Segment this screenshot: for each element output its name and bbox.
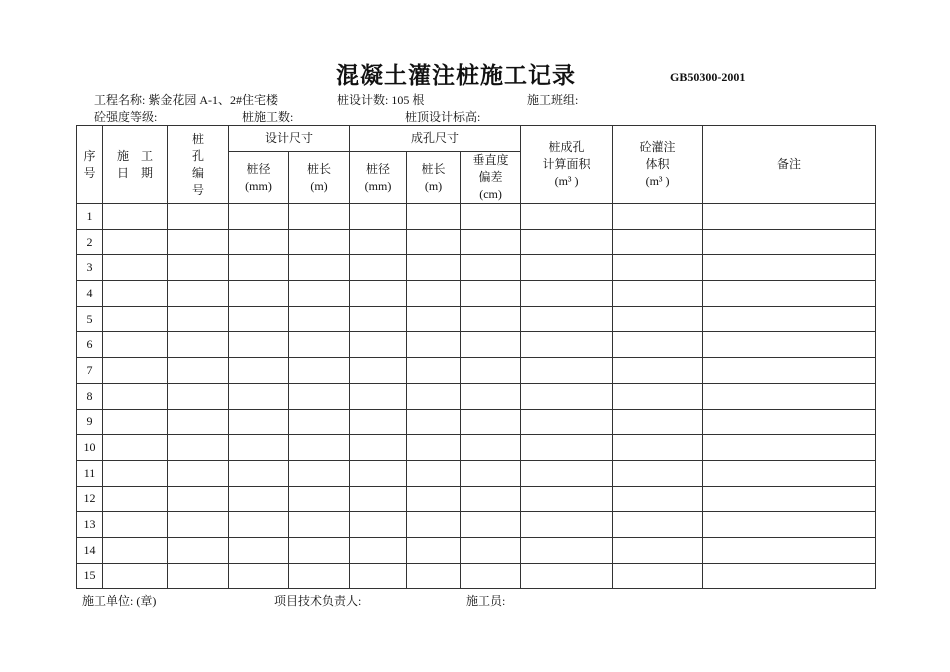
header-design-diameter: 桩径 (mm) xyxy=(229,152,289,204)
table-cell[interactable] xyxy=(168,512,229,538)
table-cell[interactable] xyxy=(703,486,876,512)
header-concrete-volume: 砼灌注 体积 (m³ ) xyxy=(613,126,703,204)
table-cell[interactable] xyxy=(613,409,703,435)
table-cell[interactable] xyxy=(521,229,613,255)
table-cell[interactable] xyxy=(168,537,229,563)
table-row xyxy=(77,306,876,332)
pile-design-count: 桩设计数: 105 根 xyxy=(337,93,425,107)
table-cell[interactable] xyxy=(229,512,289,538)
table-cell[interactable] xyxy=(521,435,613,461)
table-row xyxy=(77,358,876,384)
table-cell[interactable] xyxy=(229,255,289,281)
table-cell[interactable] xyxy=(289,229,350,255)
table-cell[interactable] xyxy=(461,435,521,461)
table-cell[interactable] xyxy=(703,409,876,435)
table-row xyxy=(77,281,876,307)
table-cell[interactable] xyxy=(229,229,289,255)
table-cell[interactable] xyxy=(613,281,703,307)
table-cell[interactable] xyxy=(407,204,461,230)
table-cell[interactable] xyxy=(289,281,350,307)
footer-worker: 施工员: xyxy=(466,594,506,608)
table-cell[interactable] xyxy=(103,204,168,230)
table-row xyxy=(77,563,876,589)
pile-record-table xyxy=(76,125,876,589)
table-cell[interactable] xyxy=(350,512,407,538)
table-cell[interactable] xyxy=(103,435,168,461)
table-cell[interactable] xyxy=(103,537,168,563)
header-verticality: 垂直度 偏差 (cm) xyxy=(461,152,521,204)
table-cell[interactable] xyxy=(103,255,168,281)
table-cell[interactable] xyxy=(229,332,289,358)
table-cell[interactable] xyxy=(289,383,350,409)
table-cell[interactable] xyxy=(289,486,350,512)
table-cell[interactable] xyxy=(613,229,703,255)
table-cell[interactable] xyxy=(521,460,613,486)
table-cell[interactable] xyxy=(407,255,461,281)
row-number: 13 xyxy=(77,512,103,538)
table-row xyxy=(77,255,876,281)
table-cell[interactable] xyxy=(407,383,461,409)
table-cell[interactable] xyxy=(703,306,876,332)
table-cell[interactable] xyxy=(168,204,229,230)
table-cell[interactable] xyxy=(521,358,613,384)
table-cell[interactable] xyxy=(103,306,168,332)
row-number: 2 xyxy=(77,229,103,255)
pile-construction-count: 桩施工数: xyxy=(242,110,294,124)
table-cell[interactable] xyxy=(407,409,461,435)
table-cell[interactable] xyxy=(350,435,407,461)
table-cell[interactable] xyxy=(407,563,461,589)
footer-unit: 施工单位: (章) xyxy=(82,594,157,608)
footer-tech-lead: 项目技术负责人: xyxy=(274,594,362,608)
row-number: 8 xyxy=(77,383,103,409)
document-title: 混凝土灌注桩施工记录 xyxy=(336,63,576,89)
table-cell[interactable] xyxy=(613,486,703,512)
table-cell[interactable] xyxy=(703,281,876,307)
table-cell[interactable] xyxy=(613,460,703,486)
table-row xyxy=(77,486,876,512)
table-cell[interactable] xyxy=(350,383,407,409)
table-cell[interactable] xyxy=(613,563,703,589)
header-hole-area: 桩成孔 计算面积 (m³ ) xyxy=(521,126,613,204)
table-cell[interactable] xyxy=(407,512,461,538)
table-cell[interactable] xyxy=(703,563,876,589)
table-cell[interactable] xyxy=(521,512,613,538)
table-cell[interactable] xyxy=(103,512,168,538)
table-cell[interactable] xyxy=(289,358,350,384)
table-row xyxy=(77,460,876,486)
construction-team: 施工班组: xyxy=(527,93,579,107)
table-cell[interactable] xyxy=(350,332,407,358)
table-cell[interactable] xyxy=(613,537,703,563)
table-cell[interactable] xyxy=(229,460,289,486)
table-cell[interactable] xyxy=(103,229,168,255)
table-cell[interactable] xyxy=(229,563,289,589)
table-cell[interactable] xyxy=(703,537,876,563)
table-cell[interactable] xyxy=(461,306,521,332)
table-cell[interactable] xyxy=(350,229,407,255)
table-cell[interactable] xyxy=(168,486,229,512)
table-cell[interactable] xyxy=(461,486,521,512)
table-cell[interactable] xyxy=(289,435,350,461)
header-date: 施 工 日 期 xyxy=(103,126,168,204)
table-cell[interactable] xyxy=(168,435,229,461)
table-cell[interactable] xyxy=(350,306,407,332)
table-row xyxy=(77,512,876,538)
header-design-size: 设计尺寸 xyxy=(229,126,350,152)
table-cell[interactable] xyxy=(350,409,407,435)
table-cell[interactable] xyxy=(103,563,168,589)
table-row xyxy=(77,435,876,461)
table-cell[interactable] xyxy=(703,204,876,230)
row-number: 7 xyxy=(77,358,103,384)
table-cell[interactable] xyxy=(289,204,350,230)
table-cell[interactable] xyxy=(168,563,229,589)
table-cell[interactable] xyxy=(350,563,407,589)
table-cell[interactable] xyxy=(103,460,168,486)
table-cell[interactable] xyxy=(521,306,613,332)
table-cell[interactable] xyxy=(461,383,521,409)
table-cell[interactable] xyxy=(521,332,613,358)
table-cell[interactable] xyxy=(461,460,521,486)
table-cell[interactable] xyxy=(521,204,613,230)
table-cell[interactable] xyxy=(521,383,613,409)
table-cell[interactable] xyxy=(350,486,407,512)
table-row xyxy=(77,383,876,409)
table-cell[interactable] xyxy=(407,306,461,332)
table-cell[interactable] xyxy=(350,460,407,486)
table-cell[interactable] xyxy=(613,332,703,358)
table-cell[interactable] xyxy=(103,383,168,409)
table-cell[interactable] xyxy=(168,409,229,435)
project-name: 工程名称: 紫金花园 A-1、2#住宅楼 xyxy=(94,93,278,107)
header-hole-diameter: 桩径 (mm) xyxy=(350,152,407,204)
table-body xyxy=(77,204,876,589)
table-cell[interactable] xyxy=(703,383,876,409)
table-cell[interactable] xyxy=(168,332,229,358)
table-cell[interactable] xyxy=(168,460,229,486)
standard-code: GB50300-2001 xyxy=(670,70,746,84)
table-cell[interactable] xyxy=(289,512,350,538)
table-cell[interactable] xyxy=(350,281,407,307)
table-cell[interactable] xyxy=(229,435,289,461)
table-cell[interactable] xyxy=(168,281,229,307)
table-cell[interactable] xyxy=(613,306,703,332)
row-number: 3 xyxy=(77,255,103,281)
row-number: 4 xyxy=(77,281,103,307)
row-number: 14 xyxy=(77,537,103,563)
table-row xyxy=(77,229,876,255)
table-cell[interactable] xyxy=(407,281,461,307)
table-cell[interactable] xyxy=(461,281,521,307)
table-cell[interactable] xyxy=(613,512,703,538)
table-cell[interactable] xyxy=(407,229,461,255)
table-cell[interactable] xyxy=(350,537,407,563)
table-cell[interactable] xyxy=(407,358,461,384)
table-cell[interactable] xyxy=(168,383,229,409)
header-pile-no: 桩 孔 编 号 xyxy=(168,126,229,204)
table-cell[interactable] xyxy=(407,460,461,486)
table-cell[interactable] xyxy=(521,409,613,435)
table-cell[interactable] xyxy=(461,563,521,589)
table-cell[interactable] xyxy=(703,332,876,358)
table-cell[interactable] xyxy=(103,281,168,307)
table-row xyxy=(77,332,876,358)
table-cell[interactable] xyxy=(703,460,876,486)
table-cell[interactable] xyxy=(613,435,703,461)
table-cell[interactable] xyxy=(103,358,168,384)
table-cell[interactable] xyxy=(521,255,613,281)
table-cell[interactable] xyxy=(461,204,521,230)
table-cell[interactable] xyxy=(521,537,613,563)
header-remarks: 备注 xyxy=(703,126,876,204)
table-cell[interactable] xyxy=(703,358,876,384)
table-cell[interactable] xyxy=(703,255,876,281)
table-cell[interactable] xyxy=(407,332,461,358)
table-cell[interactable] xyxy=(461,332,521,358)
row-number: 1 xyxy=(77,204,103,230)
row-number: 6 xyxy=(77,332,103,358)
table-cell[interactable] xyxy=(103,332,168,358)
table-cell[interactable] xyxy=(407,537,461,563)
row-number: 12 xyxy=(77,486,103,512)
table-cell[interactable] xyxy=(703,435,876,461)
table-cell[interactable] xyxy=(521,486,613,512)
table-cell[interactable] xyxy=(461,358,521,384)
header-design-length: 桩长 (m) xyxy=(289,152,350,204)
table-cell[interactable] xyxy=(613,255,703,281)
table-cell[interactable] xyxy=(703,229,876,255)
table-cell[interactable] xyxy=(407,435,461,461)
table-row xyxy=(77,537,876,563)
header-hole-length: 桩长 (m) xyxy=(407,152,461,204)
row-number: 10 xyxy=(77,435,103,461)
table-row xyxy=(77,409,876,435)
header-seq: 序 号 xyxy=(77,126,103,204)
table-cell[interactable] xyxy=(350,255,407,281)
table-cell[interactable] xyxy=(703,512,876,538)
table-cell[interactable] xyxy=(229,409,289,435)
table-cell[interactable] xyxy=(289,460,350,486)
table-cell[interactable] xyxy=(229,486,289,512)
row-number: 9 xyxy=(77,409,103,435)
table-cell[interactable] xyxy=(461,512,521,538)
table-cell[interactable] xyxy=(289,306,350,332)
table-cell[interactable] xyxy=(289,563,350,589)
table-cell[interactable] xyxy=(289,537,350,563)
pile-top-elevation: 桩顶设计标高: xyxy=(405,110,481,124)
table-cell[interactable] xyxy=(168,306,229,332)
table-cell[interactable] xyxy=(350,204,407,230)
table-cell[interactable] xyxy=(461,255,521,281)
table-cell[interactable] xyxy=(350,358,407,384)
table-cell[interactable] xyxy=(229,383,289,409)
table-cell[interactable] xyxy=(521,563,613,589)
table-cell[interactable] xyxy=(461,229,521,255)
table-cell[interactable] xyxy=(289,409,350,435)
table-cell[interactable] xyxy=(168,358,229,384)
table-cell[interactable] xyxy=(229,537,289,563)
row-number: 11 xyxy=(77,460,103,486)
table-cell[interactable] xyxy=(613,383,703,409)
table-cell[interactable] xyxy=(289,255,350,281)
table-cell[interactable] xyxy=(103,409,168,435)
table-cell[interactable] xyxy=(229,306,289,332)
table-cell[interactable] xyxy=(229,358,289,384)
table-cell[interactable] xyxy=(407,486,461,512)
table-cell[interactable] xyxy=(521,281,613,307)
table-cell[interactable] xyxy=(168,255,229,281)
table-cell[interactable] xyxy=(103,486,168,512)
table-cell[interactable] xyxy=(229,281,289,307)
row-number: 15 xyxy=(77,563,103,589)
table-cell[interactable] xyxy=(229,204,289,230)
table-cell[interactable] xyxy=(613,358,703,384)
table-cell[interactable] xyxy=(168,229,229,255)
concrete-grade: 砼强度等级: xyxy=(94,110,158,124)
table-cell[interactable] xyxy=(289,332,350,358)
table-cell[interactable] xyxy=(613,204,703,230)
row-number: 5 xyxy=(77,306,103,332)
table-cell[interactable] xyxy=(461,537,521,563)
table-row xyxy=(77,204,876,230)
table-cell[interactable] xyxy=(461,409,521,435)
header-hole-size: 成孔尺寸 xyxy=(350,126,521,152)
